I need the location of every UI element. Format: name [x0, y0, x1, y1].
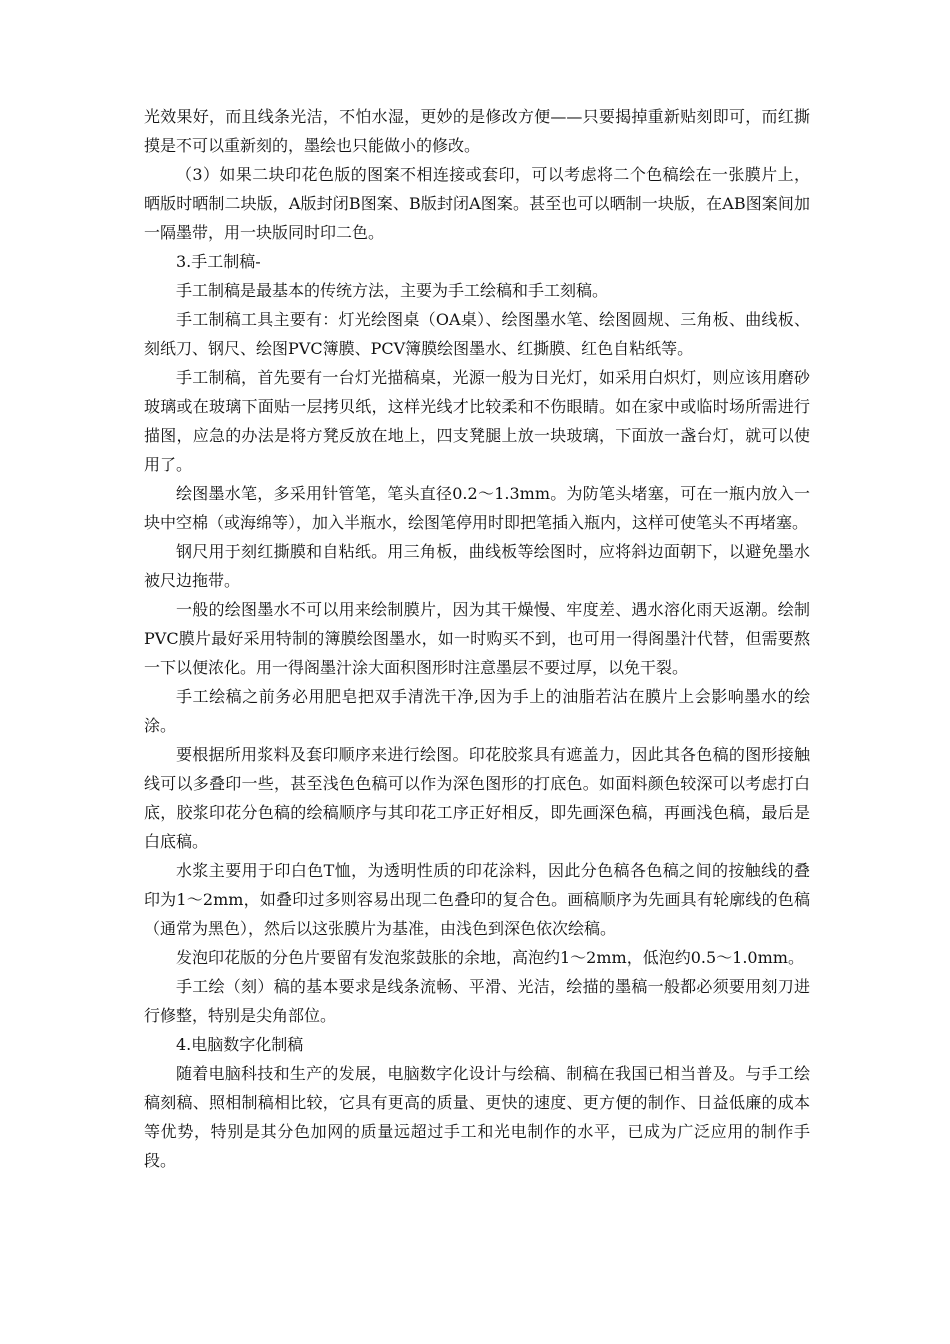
section-heading-digital: 4.电脑数字化制稿 — [176, 1035, 304, 1054]
paragraph-ink-pen: 绘图墨水笔，多采用针管笔，笔头直径0.2～1.3mm。为防笔头堵塞，可在一瓶内放入一块中空棉（或海绵等），加入半瓶水，绘图笔停用时即把笔插入瓶内，这样可使笔头不再堵塞。 — [144, 484, 810, 532]
paragraph-light-table: 手工制稿，首先要有一台灯光描稿桌，光源一般为日光灯，如采用白炽灯，则应该用磨砂玻璃或在玻璃下面贴一层拷贝纸，这样光线才比较柔和不伤眼睛。如在家中或临时场所需进行描图，应急的办法是将方凳反放在地上，四支凳腿上放一块玻璃，下面放一盏台灯，就可以使用了。 — [144, 368, 810, 474]
paragraph-water-based: 水浆主要用于印白色T恤，为透明性质的印花涂料，因此分色稿各色稿之间的按触线的叠印为1～2mm，如叠印过多则容易出现二色叠印的复合色。画稿顺序为先画具有轮廓线的色稿（通常为黑色），然后以这张膜片为基准，由浅色到深色依次绘稿。 — [144, 861, 810, 938]
paragraph-requirements: 手工绘（刻）稿的基本要求是线条流畅、平滑、光洁，绘描的墨稿一般都必须要用刻刀进行修整，特别是尖角部位。 — [144, 977, 810, 1025]
paragraph-wash-hands: 手工绘稿之前务必用肥皂把双手清洗干净,因为手上的油脂若沾在膜片上会影响墨水的绘涂。 — [144, 687, 810, 735]
paragraph-manual-tools: 手工制稿工具主要有：灯光绘图桌（OA桌）、绘图墨水笔、绘图圆规、三角板、曲线板、刻纸刀、钢尺、绘图PVC簿膜、PCV簿膜绘图墨水、红撕膜、红色自粘纸等。 — [144, 310, 810, 358]
paragraph-steel-ruler: 钢尺用于刻红撕膜和自粘纸。用三角板，曲线板等绘图时，应将斜边面朝下，以避免墨水被尺边拖带。 — [144, 542, 810, 590]
paragraph-manual-intro: 手工制稿是最基本的传统方法，主要为手工绘稿和手工刻稿。 — [176, 281, 609, 300]
paragraph-puff-print: 发泡印花版的分色片要留有发泡浆鼓胀的余地，高泡约1～2mm，低泡约0.5～1.0mm。 — [176, 948, 804, 967]
paragraph-drawing-ink: 一般的绘图墨水不可以用来绘制膜片，因为其干燥慢、牢度差、遇水溶化雨天返潮。绘制PVC膜片最好采用特制的簿膜绘图墨水，如一时购买不到，也可用一得阁墨汁代替，但需要熬一下以便浓化。用一得阁墨汁涂大面积图形时注意墨层不要过厚，以免干裂。 — [144, 600, 810, 677]
paragraph-item-3: （3）如果二块印花色版的图案不相连接或套印，可以考虑将二个色稿绘在一张膜片上，晒版时晒制二块版，A版封闭B图案、B版封闭A图案。甚至也可以晒制一块版，在AB图案间加一隔墨带，用一块版同时印二色。 — [144, 165, 810, 242]
paragraph-plastisol-order: 要根据所用浆料及套印顺序来进行绘图。印花胶浆具有遮盖力，因此其各色稿的图形接触线可以多叠印一些，甚至浅色色稿可以作为深色图形的打底色。如面料颜色较深可以考虑打白底，胶浆印花分色稿的绘稿顺序与其印花工序正好相反，即先画深色稿，再画浅色稿，最后是白底稿。 — [144, 745, 810, 851]
section-heading-manual: 3.手工制稿- — [176, 252, 261, 271]
paragraph-digital-intro: 随着电脑科技和生产的发展，电脑数字化设计与绘稿、制稿在我国已相当普及。与手工绘稿刻稿、照相制稿相比较，它具有更高的质量、更快的速度、更方便的制作、日益低廉的成本等优势，特别是其分色加网的质量远超过手工和光电制作的水平，已成为广泛应用的制作手段。 — [144, 1064, 810, 1170]
paragraph-continuation: 光效果好，而且线条光洁，不怕水湿，更妙的是修改方便——只要揭掉重新贴刻即可，而红撕摸是不可以重新刻的，墨绘也只能做小的修改。 — [144, 107, 810, 155]
